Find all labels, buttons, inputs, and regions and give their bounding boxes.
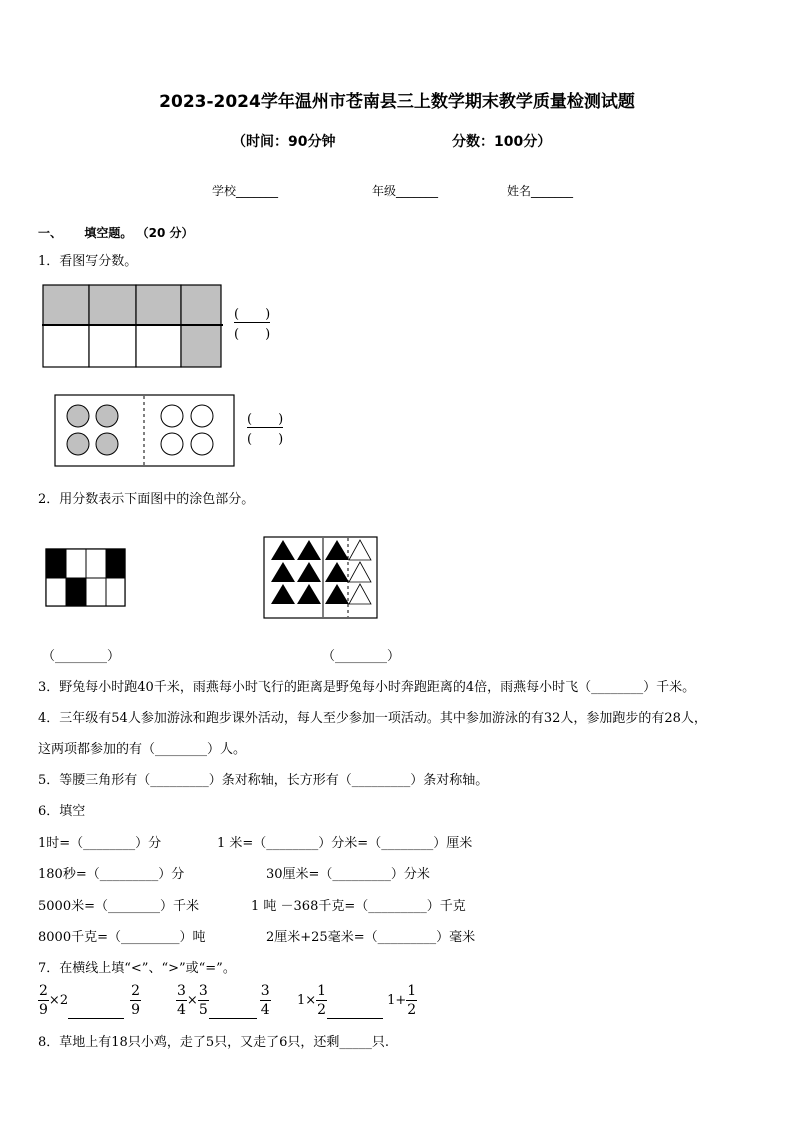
q6-item: 1 吨 －368千克=（_________）千克 (251, 899, 466, 914)
q6-item: 1时=（________）分 (38, 836, 162, 851)
q6-item: 30厘米=（_________）分米 (266, 867, 430, 882)
question-7: 7．在横线上填“<”、“>”或“=”。 (38, 961, 236, 976)
q2-answer-2[interactable]: （________） (322, 649, 401, 664)
question-5: 5．等腰三角形有（_________）条对称轴，长方形有（_________）条对称轴。 (38, 773, 489, 788)
q7-blank-a[interactable] (68, 1004, 124, 1019)
section-number: 一、 (38, 226, 63, 240)
q6-item: 8000千克=（_________）吨 (38, 930, 206, 945)
q1-circles-figure (54, 394, 236, 468)
question-1: 1．看图写分数。 (38, 254, 138, 269)
section-points: （20 分） (136, 226, 194, 240)
q1-rect-grid-figure (42, 284, 224, 370)
q2-grid-figure (45, 548, 127, 608)
page-title: 2023-2024学年温州市苍南县三上数学期末教学质量检测试题 (159, 92, 635, 112)
q2-answer-1[interactable]: （________） (42, 649, 121, 664)
q6-item: 180秒=（_________）分 (38, 867, 185, 882)
q7-comparison-b: $\frac{3}{4}$ × $\frac{3}{5}$ $\frac{3}{4}$ (177, 983, 270, 1018)
q2-triangles-figure (263, 536, 379, 620)
name-field: 姓名_______ (507, 184, 574, 198)
q1-answer-fraction-2[interactable]: ( ) ( ) (247, 412, 284, 447)
question-4-line-2: 这两项都参加的有（________）人。 (38, 742, 247, 757)
question-8: 8．草地上有18只小鸡，走了5只，又走了6只，还剩_____只. (38, 1035, 389, 1050)
score-label: 分数：100分） (452, 134, 552, 150)
question-3: 3．野兔每小时跑40千米，雨燕每小时飞行的距离是野兔每小时奔跑距离的4倍，雨燕每小时飞（________）千米。 (38, 680, 696, 695)
q6-item: 1 米=（________）分米=（________）厘米 (217, 836, 473, 851)
school-field: 学校_______ (212, 184, 279, 198)
section-title: 填空题。 (84, 226, 133, 240)
section-heading (38, 224, 193, 241)
time-label: （时间：90分钟 (232, 134, 336, 150)
grade-field: 年级_______ (372, 184, 439, 198)
q6-item: 2厘米+25毫米=（_________）毫米 (266, 930, 476, 945)
q1-answer-fraction-1[interactable]: ( ) ( ) (234, 307, 271, 342)
q7-comparison-a: $\frac{2}{9}$ ×2 $\frac{2}{9}$ (39, 983, 141, 1018)
q7-blank-b[interactable] (209, 1004, 257, 1019)
q7-blank-c[interactable] (327, 1004, 383, 1019)
question-4-line-1: 4．三年级有54人参加游泳和跑步课外活动，每人至少参加一项活动。其中参加游泳的有32人，参加跑步的有28人， (38, 711, 707, 726)
q7-comparison-c: 1× $\frac{1}{2}$ 1+ $\frac{1}{2}$ (297, 983, 417, 1018)
question-6: 6．填空 (38, 804, 86, 819)
question-2: 2．用分数表示下面图中的涂色部分。 (38, 492, 255, 507)
q6-item: 5000米=（________）千米 (38, 899, 199, 914)
